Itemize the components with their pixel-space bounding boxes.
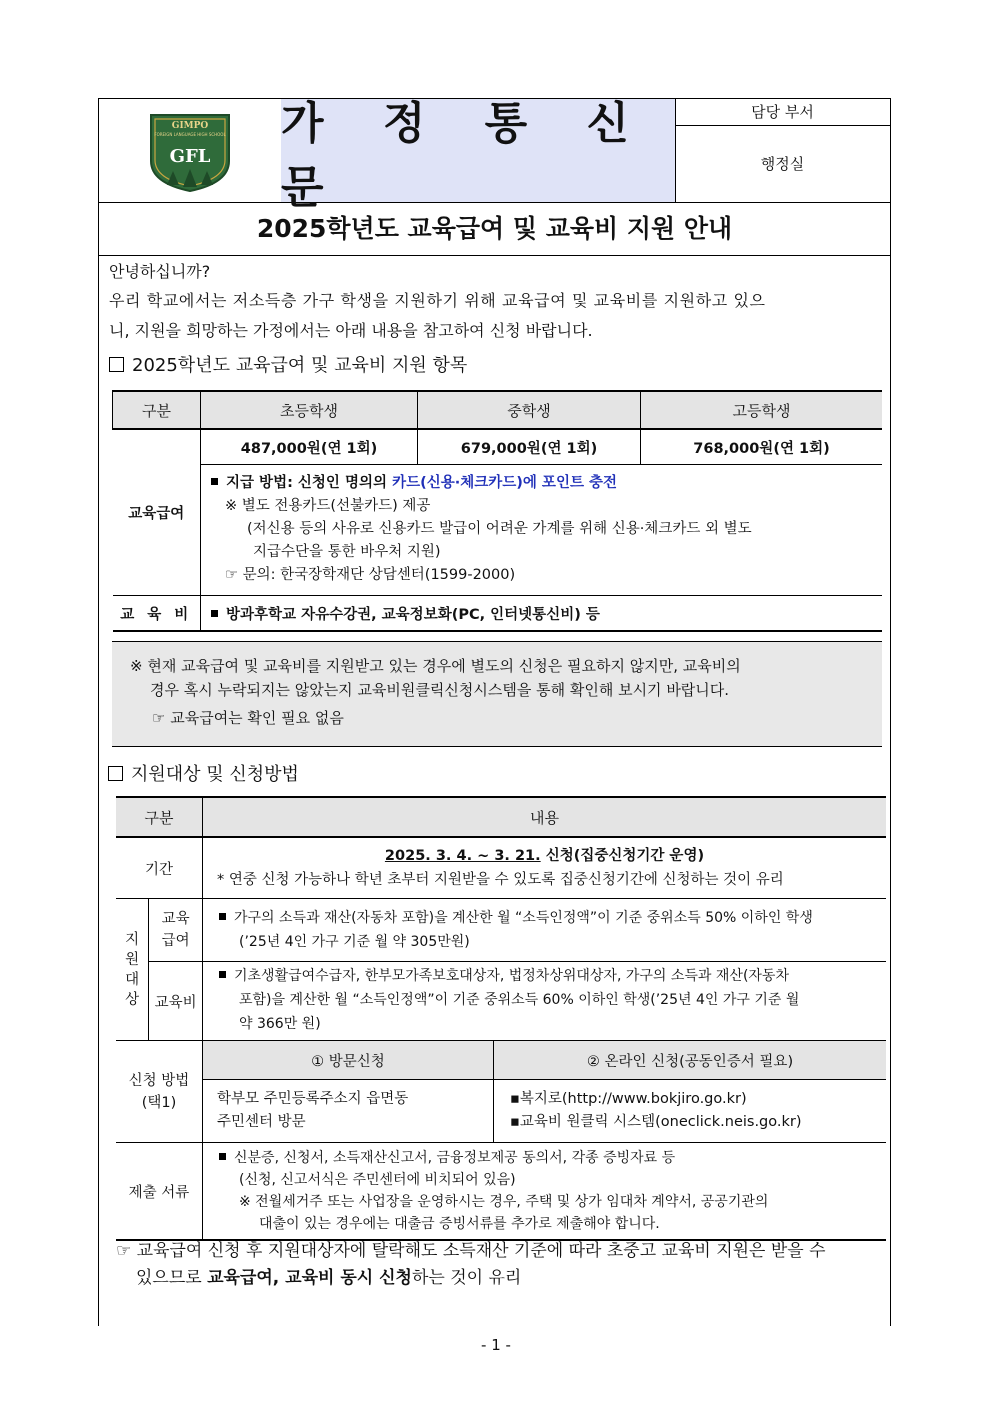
method-label: 신청 방법 (택1) — [116, 1041, 203, 1143]
main-title: 2025학년도 교육급여 및 교육비 지원 안내 — [99, 203, 890, 256]
pointing-hand-icon: ☞ — [152, 709, 171, 727]
section-1-heading: 2025학년도 교육급여 및 교육비 지원 항목 — [109, 351, 467, 377]
table-header: 구분 — [116, 797, 203, 837]
amount-high: 768,000원(연 1회) — [641, 429, 883, 465]
edu-cost-label: 교 육 비 — [113, 596, 201, 632]
online-method-header: ② 온라인 신청(공동인증서 필요) — [494, 1041, 887, 1080]
notice-box — [112, 641, 882, 747]
edu-benefit-criteria: 가구의 소득과 재산(자동차 포함)을 계산한 월 “소득인정액”이 기준 중위소득 50% 이하인 학생 (’25년 4인 가구 기준 월 약 305만원) — [203, 899, 887, 962]
intro-line-1: 우리 학교에서는 저소득층 가구 학생을 지원하기 위해 교육급여 및 교육비를 지원하고 있으 — [109, 291, 766, 310]
pointing-hand-icon: ☞ — [116, 1241, 137, 1261]
separate-card-note: ※ 별도 전용카드(선불카드) 제공 — [225, 497, 431, 514]
svg-text:FOREIGN LANGUAGE HIGH SCHOOL: FOREIGN LANGUAGE HIGH SCHOOL — [154, 132, 226, 137]
page-number: - 1 - — [481, 1336, 511, 1354]
checkbox-square-icon — [108, 766, 123, 781]
bullet-icon — [219, 913, 226, 920]
documents-label: 제출 서류 — [116, 1143, 203, 1241]
checkbox-square-icon — [109, 357, 124, 372]
edu-cost-sub-label: 교육비 — [149, 962, 203, 1041]
period-cell: 2025. 3. 4. ~ 3. 21. 신청(집중신청기간 운영) * 연중 신청 가능하나 학년 초부터 지원받을 수 있도록 집중신청기간에 신청하는 것이 유리 — [203, 837, 887, 899]
period-label: 기간 — [116, 837, 203, 899]
edu-cost-criteria: 기초생활급여수급자, 한부모가족보호대상자, 법정차상위대상자, 가구의 소득과 재산(자동차 포함)을 계산한 월 “소득인정액”이 기준 중위소득 60% 이하인 학생(’25년 4인 가구 기준 월 약 366만 원) — [203, 962, 887, 1041]
closing-note: ☞ 교육급여 신청 후 지원대상자에 탈락해도 소득재산 기준에 따라 초중고 교육비 지원은 받을 수 있으므로 교육급여, 교육비 동시 신청하는 것이 유리 — [116, 1241, 826, 1288]
table-header: 고등학생 — [641, 391, 883, 429]
bullet-icon — [211, 478, 218, 485]
intro-line-2: 니, 지원을 희망하는 가정에서는 아래 내용을 참고하여 신청 바랍니다. — [109, 321, 593, 340]
visit-method-header: ① 방문신청 — [203, 1041, 494, 1080]
pointing-hand-icon: ☞ — [225, 566, 243, 583]
amount-elementary: 487,000원(연 1회) — [201, 429, 418, 465]
department-value: 행정실 — [760, 155, 805, 173]
edu-benefit-sub-label: 교육 급여 — [149, 899, 203, 962]
page-title: 가 정 통 신 문 — [281, 99, 676, 202]
notice-line-2: 경우 혹시 누락되지는 않았는지 교육비원클릭신청시스템을 통해 확인해 보시기 바랍니다. — [150, 681, 730, 699]
school-logo — [99, 99, 282, 202]
voucher-line-2: 지급수단을 통한 바우처 지원) — [253, 543, 441, 560]
documents-cell: 신분증, 신청서, 소득재산신고서, 금융정보제공 동의서, 각종 증빙자료 등 (신청, 신고서식은 주민센터에 비치되어 있음) ※ 전월세거주 또는 사업장을 운영하시는 경우, 주택 및 상가 임대차 계약서, 공공기관의 대출이 있는 경우에는 대출금 증빙서류를 추가로 제출해야 합니다. — [203, 1143, 887, 1241]
support-items-table — [112, 390, 882, 632]
eligibility-table — [116, 796, 886, 1241]
department-label: 담당 부서 — [675, 99, 890, 126]
table-header: 내용 — [203, 797, 887, 837]
svg-text:GIMPO: GIMPO — [171, 121, 209, 131]
department-box — [675, 99, 890, 202]
payment-method-cell: 지급 방법: 신청인 명의의 카드(신용·체크카드)에 포인트 충전 ※ 별도 전용카드(선불카드) 제공 (저신용 등의 사유로 신용카드 발급이 어려운 가계를 위해 신용·체크카드 외 별도 지급수단을 통한 바우처 지원) ☞ 문의: 한국장학재단 상담센터(1599-2000) — [201, 465, 883, 596]
notice-line-3: ☞ 교육급여는 확인 필요 없음 — [152, 709, 344, 727]
table-header: 중학생 — [418, 391, 641, 429]
table-header: 초등학생 — [201, 391, 418, 429]
edu-benefit-label: 교육급여 — [113, 429, 201, 596]
inquiry-text: 문의: 한국장학재단 상담센터(1599-2000) — [242, 566, 516, 583]
notice-line-1: ※ 현재 교육급여 및 교육비를 지원받고 있는 경우에 별도의 신청은 필요하지 않지만, 교육비의 — [130, 657, 741, 675]
bullet-icon — [211, 610, 218, 617]
voucher-line-1: (저신용 등의 사유로 신용카드 발급이 어려운 가계를 위해 신용·체크카드 외 별도 — [247, 520, 752, 537]
visit-method-cell: 학부모 주민등록주소지 읍면동 주민센터 방문 — [203, 1080, 494, 1143]
greeting: 안녕하십니까? — [109, 262, 211, 281]
target-label: 지 원 대 상 — [116, 899, 149, 1041]
header — [99, 97, 890, 213]
edu-cost-items: 방과후학교 자유수강권, 교육정보화(PC, 인터넷통신비) 등 — [201, 596, 883, 632]
amount-middle: 679,000원(연 1회) — [418, 429, 641, 465]
table-header: 구분 — [113, 391, 201, 429]
section-2-heading: 지원대상 및 신청방법 — [108, 760, 299, 786]
bullet-icon — [219, 971, 226, 978]
online-method-cell: ▪복지로(http://www.bokjiro.go.kr) ▪교육비 원클릭 시스템(oneclick.neis.go.kr) — [494, 1080, 887, 1143]
svg-text:GFL: GFL — [169, 146, 211, 167]
bullet-icon — [219, 1153, 226, 1160]
